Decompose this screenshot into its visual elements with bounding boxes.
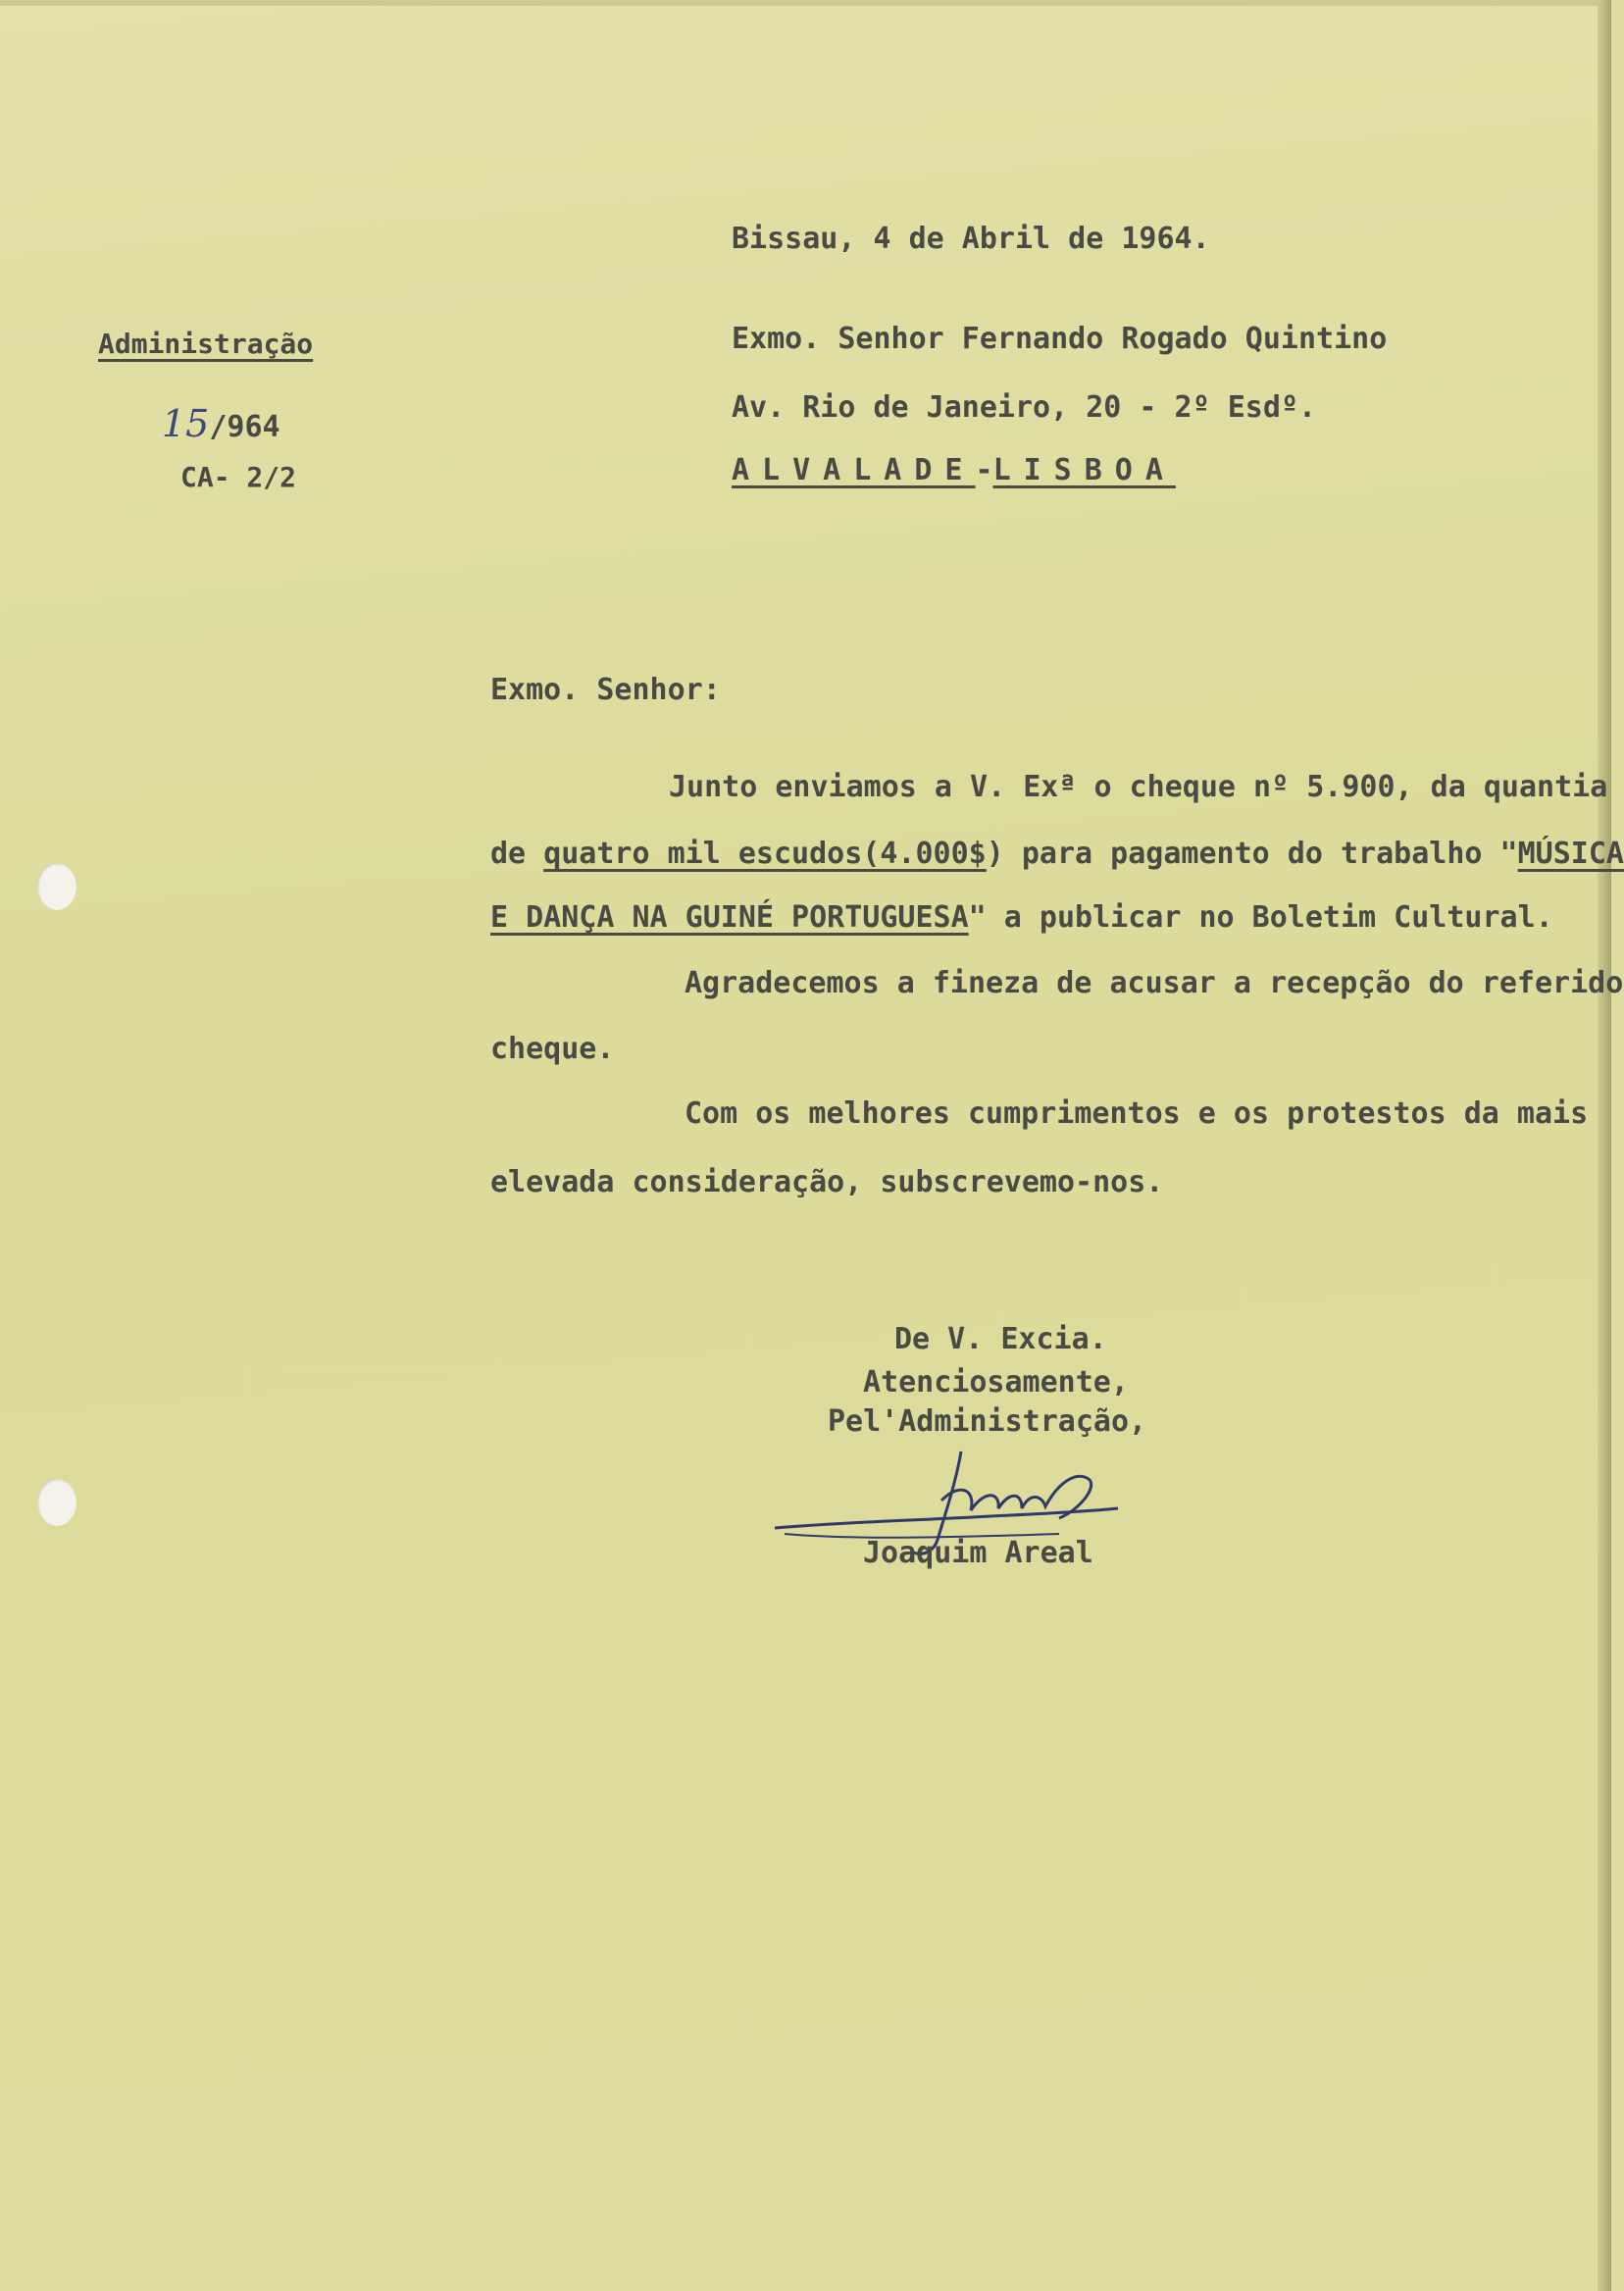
closing-line-2: Atenciosamente, <box>863 1365 1129 1400</box>
work-title-end: E DANÇA NA GUINÉ PORTUGUESA <box>490 900 969 935</box>
paper-right-edge <box>1598 0 1611 2291</box>
paragraph-2-line-2: cheque. <box>490 1032 615 1066</box>
paragraph-1-line-2 <box>490 837 1624 871</box>
addressee-name: Exmo. Senhor Fernando Rogado Quintino <box>732 322 1388 356</box>
addressee-city-part2: LISBOA <box>992 453 1176 487</box>
paragraph-2-line-1: Agradecemos a fineza de acusar a recepção do referido <box>685 966 1624 1000</box>
reference-number <box>162 402 280 445</box>
paper-top-edge <box>0 0 1611 6</box>
paragraph-3-line-1: Com os melhores cumprimentos e os protestos da mais <box>685 1096 1589 1131</box>
paragraph-1-line-1: Junto enviamos a V. Exª o cheque nº 5.900, da quantia <box>669 770 1608 804</box>
reference-number-year: /964 <box>209 410 280 444</box>
reference-code: CA- 2/2 <box>180 461 297 493</box>
payment-amount: quatro mil escudos(4.000$ <box>543 837 987 871</box>
addressee-city <box>732 453 1176 487</box>
paragraph-1-line-2-pre: de <box>490 837 544 871</box>
signatory-name: Joaquim Areal <box>863 1536 1093 1570</box>
paragraph-3-line-2: elevada consideração, subscrevemo-nos. <box>490 1165 1164 1199</box>
punch-hole-bottom <box>37 1479 76 1526</box>
closing-line-1: De V. Excia. <box>894 1322 1107 1356</box>
salutation: Exmo. Senhor: <box>490 673 721 707</box>
punch-hole-top <box>37 863 76 910</box>
reference-department: Administração <box>98 328 314 360</box>
paragraph-1-line-2-mid: ) para pagamento do trabalho " <box>986 837 1518 871</box>
addressee-city-sep: - <box>975 453 993 487</box>
paragraph-1-line-3 <box>490 900 1553 935</box>
addressee-city-part1: ALVALADE <box>732 453 976 487</box>
paragraph-1-line-3-post: " a publicar no Boletim Cultural. <box>968 900 1553 935</box>
work-title-start: MÚSICA <box>1517 837 1624 871</box>
reference-number-handwritten: 15 <box>162 402 210 445</box>
closing-line-3: Pel'Administração, <box>828 1404 1147 1439</box>
addressee-street: Av. Rio de Janeiro, 20 - 2º Esdº. <box>732 390 1317 425</box>
date-line: Bissau, 4 de Abril de 1964. <box>732 222 1210 256</box>
